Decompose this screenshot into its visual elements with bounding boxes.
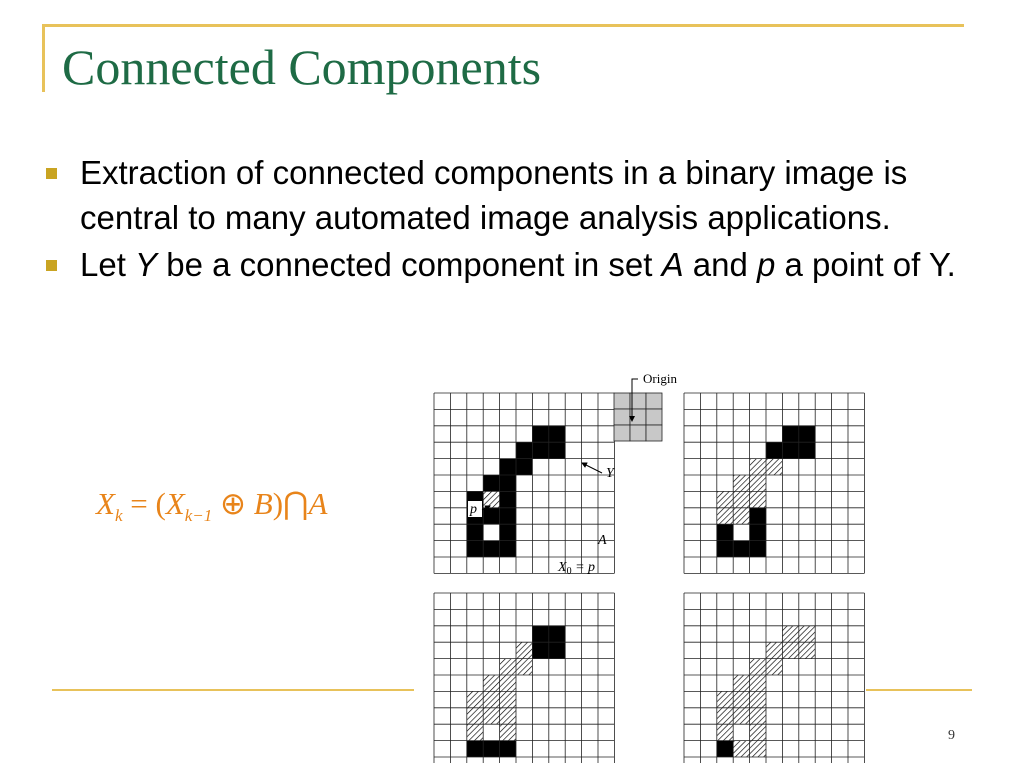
title-frame-top-line	[42, 24, 964, 27]
grid-cell	[532, 626, 548, 642]
grid-cell	[750, 724, 766, 740]
grid-cell	[483, 675, 499, 691]
grid-cell	[483, 475, 499, 491]
grid-cell	[467, 691, 483, 707]
grid-cell	[532, 426, 548, 442]
grid-cell	[500, 659, 516, 675]
grid-cell	[467, 741, 483, 757]
bullet-var-y: Y	[135, 246, 158, 284]
grid-cell	[750, 491, 766, 507]
formula-oplus: ⊕	[220, 486, 246, 521]
grid-cell	[733, 691, 749, 707]
structuring-element	[614, 393, 662, 441]
grid-cell	[549, 426, 565, 442]
grid-cell	[483, 508, 499, 524]
grid-cell	[467, 708, 483, 724]
formula-open-paren: (	[155, 486, 166, 521]
formula-close-paren: )	[272, 486, 284, 521]
grid-cell	[500, 675, 516, 691]
se-cell	[614, 425, 630, 441]
grid-cell	[549, 642, 565, 658]
grid-cell	[782, 642, 798, 658]
grid-cell	[750, 541, 766, 557]
bullet-text-part: Let	[80, 246, 136, 284]
grid-cell	[750, 524, 766, 540]
bullet-square-icon	[46, 260, 57, 271]
grid-cell	[717, 741, 733, 757]
grid-x3	[684, 593, 864, 763]
grid-cell	[516, 442, 532, 458]
grid-cell	[782, 426, 798, 442]
se-cell	[646, 393, 662, 409]
grid-cell	[733, 541, 749, 557]
x0-caption: $X_0 = p$	[558, 560, 596, 577]
formula-b: B	[253, 486, 273, 521]
grid-cell	[750, 691, 766, 707]
grid-cell	[733, 491, 749, 507]
grid-cell	[766, 659, 782, 675]
formula-x-sub: k−1	[184, 506, 213, 526]
grid-cell	[467, 524, 483, 540]
origin-label: Origin	[643, 371, 677, 386]
dilation-formula	[96, 486, 327, 526]
grid-cell	[733, 475, 749, 491]
footer-line-left	[52, 689, 414, 691]
grid-cell	[733, 508, 749, 524]
grid-cell	[549, 442, 565, 458]
se-cell	[614, 409, 630, 425]
grid-cell	[483, 691, 499, 707]
grid-cell	[500, 459, 516, 475]
figure-svg	[414, 365, 870, 763]
grid-cell	[733, 708, 749, 724]
grid-cell	[717, 708, 733, 724]
formula-cap: ⋂	[283, 486, 309, 521]
title-frame-left-line	[42, 24, 45, 92]
grid-cell	[717, 724, 733, 740]
slide-title: Connected Components	[62, 39, 542, 95]
grid-cell	[549, 626, 565, 642]
grid-cell	[799, 442, 815, 458]
grid-cell	[766, 442, 782, 458]
y-label: Y	[606, 466, 614, 481]
grid-cell	[717, 691, 733, 707]
grid-cell	[500, 724, 516, 740]
grid-cell	[733, 741, 749, 757]
grid-cell	[532, 442, 548, 458]
grid-cell	[782, 626, 798, 642]
grid-cell	[750, 659, 766, 675]
grid-cell	[717, 491, 733, 507]
bullet-list	[40, 150, 985, 290]
grid-cell	[500, 491, 516, 507]
connected-components-figure	[414, 365, 870, 763]
grid-x1	[684, 393, 864, 573]
grid-cell	[750, 508, 766, 524]
bullet-square-icon	[46, 168, 57, 179]
formula-a: A	[308, 486, 328, 521]
se-cell	[646, 425, 662, 441]
grid-cell	[500, 475, 516, 491]
grid-cell	[516, 642, 532, 658]
se-cell	[614, 393, 630, 409]
se-cell	[630, 425, 646, 441]
grid-cell	[717, 508, 733, 524]
bullet-item	[40, 150, 985, 240]
grid-cell	[717, 524, 733, 540]
grid-cell	[467, 541, 483, 557]
formula-lhs-sub: k	[114, 506, 123, 526]
grid-cell	[483, 491, 499, 507]
grid-cell	[766, 642, 782, 658]
grid-cell	[799, 626, 815, 642]
grid-cell	[750, 675, 766, 691]
bullet-var-p: p	[757, 246, 776, 284]
formula-lhs: X	[96, 486, 115, 521]
bullet-text-part: a point of Y.	[775, 246, 956, 284]
bullet-text-part: be a connected component in set	[157, 246, 662, 284]
footer-line-right	[866, 689, 972, 691]
grid-cell	[799, 426, 815, 442]
grid-cell	[500, 541, 516, 557]
grid-cell	[733, 675, 749, 691]
grid-cell	[500, 691, 516, 707]
grid-cell	[750, 475, 766, 491]
grid-cell	[782, 442, 798, 458]
grid-cell	[500, 708, 516, 724]
grid-x2	[434, 593, 614, 763]
grid-cell	[750, 708, 766, 724]
grid-cell	[500, 508, 516, 524]
grid-cell	[500, 524, 516, 540]
grid-cell	[516, 659, 532, 675]
bullet-var-a: A	[661, 246, 684, 284]
formula-eq: =	[130, 486, 148, 521]
grid-cell	[516, 459, 532, 475]
bullet-text-part: and	[683, 246, 757, 284]
bullet-item	[40, 242, 985, 287]
grid-cell	[750, 459, 766, 475]
grid-cell	[799, 642, 815, 658]
se-cell	[646, 409, 662, 425]
y-arrow	[582, 463, 602, 473]
grid-cell	[766, 459, 782, 475]
grid-cell	[500, 741, 516, 757]
bullet-text: Extraction of connected components in a binary image is central to many automated image analysis applications.	[80, 154, 908, 237]
grid-cell	[717, 541, 733, 557]
grid-cell	[467, 724, 483, 740]
grid-x0	[434, 393, 614, 573]
grid-cell	[483, 708, 499, 724]
p-label: p	[470, 502, 477, 517]
a-label: A	[598, 533, 607, 548]
grid-cell	[483, 541, 499, 557]
page-number: 9	[948, 728, 955, 743]
grid-cell	[532, 642, 548, 658]
formula-x: X	[165, 486, 185, 521]
grid-cell	[750, 741, 766, 757]
grid-cell	[483, 741, 499, 757]
